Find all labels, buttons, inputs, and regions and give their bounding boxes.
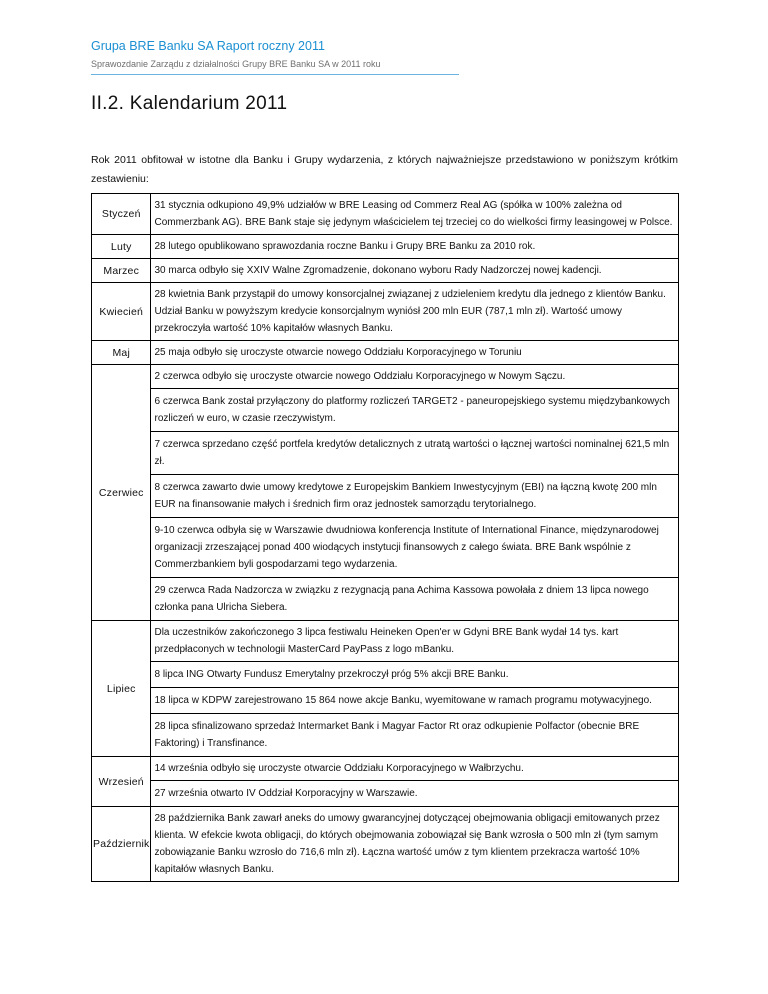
events-cell xyxy=(151,194,679,235)
event-entry: 28 lipca sfinalizowano sprzedaż Intermarket Bank i Magyar Factor Rt oraz odkupienie Polfactor (obecnie BRE Faktoring) i Transfinance. xyxy=(151,713,678,756)
events-cell xyxy=(151,757,679,807)
events-cell xyxy=(151,621,679,757)
calendar-table xyxy=(91,193,679,882)
month-cell: Luty xyxy=(92,235,151,259)
month-cell: Maj xyxy=(92,341,151,365)
event-entry: 31 stycznia odkupiono 49,9% udziałów w BRE Leasing od Commerz Real AG (spółka w 100% zależna od Commerzbank AG). BRE Bank staje się jedynym właścicielem tej trzeciej co do wielkości firmy leasingowej w Polsce. xyxy=(154,200,673,228)
section-title: II.2. Kalendarium 2011 xyxy=(91,93,288,114)
event-entry: 2 czerwca odbyło się uroczyste otwarcie nowego Oddziału Korporacyjnego w Nowym Sączu. xyxy=(154,371,566,382)
event-entry: 8 lipca ING Otwarty Fundusz Emerytalny przekroczył próg 5% akcji BRE Banku. xyxy=(151,661,678,687)
calendar-row xyxy=(92,194,679,235)
calendar-row xyxy=(92,365,679,621)
events-cell xyxy=(151,807,679,882)
month-cell: Wrzesień xyxy=(92,757,151,807)
header-divider xyxy=(91,74,459,75)
event-entry: 29 czerwca Rada Nadzorcza w związku z rezygnacją pana Achima Kassowa powołała z dniem 13 lipca nowego członka pana Ulricha Siebera. xyxy=(151,577,678,620)
month-cell: Lipiec xyxy=(92,621,151,757)
page-header xyxy=(91,38,459,75)
month-cell: Czerwiec xyxy=(92,365,151,621)
events-cell xyxy=(151,283,679,341)
event-entry: 28 kwietnia Bank przystąpił do umowy konsorcjalnej związanej z udzieleniem kredytu dla jednego z klientów Banku. Udział Banku w powyższym kredycie konsorcjalnym wyniósł 200 mln EUR (787,1 mln zł). Wartość umowy przekroczyła wartość 10% kapitałów własnych Banku. xyxy=(154,289,666,334)
event-entry: 30 marca odbyło się XXIV Walne Zgromadzenie, dokonano wyboru Rady Nadzorczej nowej kadencji. xyxy=(154,265,602,276)
calendar-row xyxy=(92,259,679,283)
report-subtitle: Sprawozdanie Zarządu z działalności Grupy BRE Banku SA w 2011 roku xyxy=(91,59,381,69)
event-entry: 9-10 czerwca odbyła się w Warszawie dwudniowa konferencja Institute of International Finance, międzynarodowej organizacji zrzeszającej ponad 400 wiodących instytucji finansowych z całego świata. BRE Bank wspólnie z Commerzbankiem byli gospodarzami tego wydarzenia. xyxy=(151,517,678,577)
event-entry: 28 lutego opublikowano sprawozdania roczne Banku i Grupy BRE Banku za 2010 rok. xyxy=(154,241,536,252)
events-cell xyxy=(151,259,679,283)
event-entry: 27 września otwarto IV Oddział Korporacyjny w Warszawie. xyxy=(151,780,678,806)
event-entry: 28 października Bank zawarł aneks do umowy gwarancyjnej dotyczącej obejmowania obligacji emitowanych przez klienta. W efekcie kwota obligacji, do których obejmowania zobowiązał się Bank wzrosła o 500 mln zł (tym samym zobowiązanie Banku wzrosło do 716,6 mln zł). Łączna wartość umów z tym klientem przekracza wartość 10% kapitałów własnych Banku. xyxy=(154,813,660,875)
calendar-row xyxy=(92,235,679,259)
intro-paragraph: Rok 2011 obfitował w istotne dla Banku i Grupy wydarzenia, z których najważniejsze przedstawiono w poniższym krótkim zestawieniu: xyxy=(91,154,678,185)
events-cell xyxy=(151,365,679,621)
event-entry: 6 czerwca Bank został przyłączony do platformy rozliczeń TARGET2 - paneuropejskiego systemu międzybankowych rozliczeń w euro, w czasie rzeczywistym. xyxy=(151,388,678,431)
month-cell: Styczeń xyxy=(92,194,151,235)
month-cell: Październik xyxy=(92,807,151,882)
month-cell: Marzec xyxy=(92,259,151,283)
event-entry: Dla uczestników zakończonego 3 lipca festiwalu Heineken Open'er w Gdyni BRE Bank wydał 14 tys. kart przedpłaconych w technologii MasterCard PayPass z logo mBanku. xyxy=(154,627,619,655)
event-entry: 25 maja odbyło się uroczyste otwarcie nowego Oddziału Korporacyjnego w Toruniu xyxy=(154,347,522,358)
event-entry: 14 września odbyło się uroczyste otwarcie Oddziału Korporacyjnego w Wałbrzychu. xyxy=(154,763,524,774)
calendar-body xyxy=(92,194,679,882)
event-entry: 18 lipca w KDPW zarejestrowano 15 864 nowe akcje Banku, wyemitowane w ramach programu motywacyjnego. xyxy=(151,687,678,713)
calendar-row xyxy=(92,807,679,882)
calendar-row xyxy=(92,283,679,341)
event-entry: 8 czerwca zawarto dwie umowy kredytowe z Europejskim Bankiem Inwestycyjnym (EBI) na łączną kwotę 200 mln EUR na finansowanie małych i średnich firm oraz jednostek samorządu terytorialnego. xyxy=(151,474,678,517)
event-entry: 7 czerwca sprzedano część portfela kredytów detalicznych z utratą wartości o łącznej wartości nominalnej 621,5 mln zł. xyxy=(151,431,678,474)
events-cell xyxy=(151,235,679,259)
calendar-row xyxy=(92,341,679,365)
report-title: Grupa BRE Banku SA Raport roczny 2011 xyxy=(91,39,325,53)
month-cell: Kwiecień xyxy=(92,283,151,341)
calendar-row xyxy=(92,757,679,807)
calendar-row xyxy=(92,621,679,757)
events-cell xyxy=(151,341,679,365)
